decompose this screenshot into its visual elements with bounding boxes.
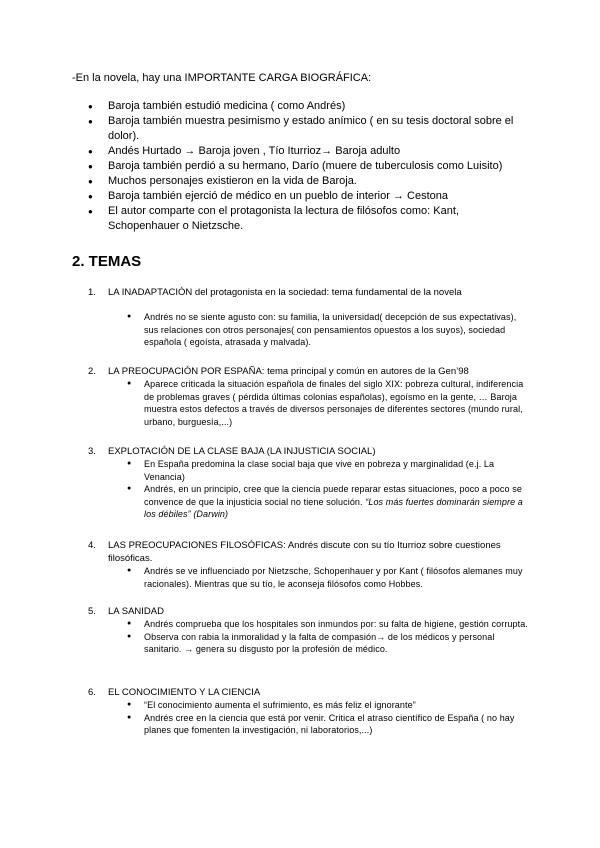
darwin-quote: “Los más fuertes dominarán siempre a los débiles” (Darwin) — [144, 496, 523, 520]
list-item: ● Baroja también perdió a su hermano, Darío (muere de tuberculosis como Luisito) — [72, 159, 532, 174]
topic-number: 2. — [88, 366, 96, 377]
topic-number: 4. — [88, 540, 96, 551]
list-item: ● Baroja también ejerció de médico en un pueblo de interior → Cestona — [72, 189, 532, 204]
list-item: ● Observa con rabia la inmoralidad y la falta de compasión→ de los médicos y personal sanitario. → genera su disgusto por la profesión de médico. — [72, 631, 532, 656]
list-item: ● Andrés se ve influenciado por Nietzsche, Schopenhauer y por Kant ( filósofos alemanes muy racionales). Mientras que su tío, le aconseja filósofos como Hobbes. — [72, 565, 532, 590]
topic-inadaptacion — [72, 286, 532, 349]
list-item: ● “El conocimiento aumenta el sufrimiento, es más feliz el ignorante” — [72, 699, 532, 712]
section-heading: 2. TEMAS — [72, 253, 142, 270]
topic-title: EXPLOTACIÓN DE LA CLASE BAJA (LA INJUSTICIA SOCIAL) — [108, 446, 376, 457]
topic-sanidad — [72, 605, 532, 656]
list-item: ● Baroja también estudió medicina ( como Andrés) — [72, 99, 532, 114]
topic-title: EL CONOCIMIENTO Y LA CIENCIA — [108, 687, 261, 698]
topic-conocimiento — [72, 686, 532, 737]
list-item: ● Andés Hurtado → Baroja joven , Tío Iturrioz→ Baroja adulto — [72, 144, 532, 159]
bullet-text: Andrés, en un principio, cree que la ciencia puede reparar estas situaciones, poco a poco se convence de que la injusticia social no tiene solución. — [144, 484, 522, 507]
topic-title: LA INADAPTACIÓN del protagonista en la sociedad: tema fundamental de la novela — [108, 287, 462, 298]
topic-title: LAS PREOCUPACIONES FILOSÓFICAS: Andrés discute con su tío Iturrioz sobre cuestiones filosóficas. — [108, 540, 501, 564]
list-item: ● Baroja también muestra pesimismo y estado anímico ( en su tesis doctoral sobre el dolor). — [72, 114, 532, 144]
list-item: ● Andrés no se siente agusto con: su familia, la universidad( decepción de sus expectativas), sus relaciones con otros personajes( con pensamientos opuestos a los suyos), sociedad española ( egoísta, atrasada y malvada). — [72, 311, 532, 349]
topic-title: LA PREOCUPACIÓN POR ESPAÑA: tema principal y común en autores de la Gen’98 — [108, 366, 469, 377]
list-item: ● En España predomina la clase social baja que vive en pobreza y marginalidad (e.j. La Venancia) — [72, 458, 532, 483]
topic-number: 5. — [88, 606, 96, 617]
list-item — [72, 483, 532, 521]
topic-number: 6. — [88, 687, 96, 698]
topic-espana — [72, 365, 532, 428]
list-item: ● El autor comparte con el protagonista la lectura de filósofos como: Kant, Schopenhauer o Nietzsche. — [72, 204, 532, 234]
topic-filosofia — [72, 539, 532, 590]
list-item: ● Andrés comprueba que los hospitales son inmundos por: su falta de higiene, gestión corrupta. — [72, 618, 532, 631]
list-item: ● Aparece criticada la situación española de finales del siglo XIX: pobreza cultural, indiferencia de problemas graves ( pérdida últimas colonias españolas), egoísmo en la gente, … Baroja muestra estos defectos a través de diversos personajes de diferentes sectores (mundo rural, urbano, burguesía,...) — [72, 378, 532, 428]
topic-title: LA SANIDAD — [108, 606, 164, 617]
topic-clase-baja — [72, 445, 532, 521]
intro-line: -En la novela, hay una IMPORTANTE CARGA BIOGRÁFICA: — [72, 72, 372, 84]
topic-number: 3. — [88, 446, 96, 457]
biography-list — [72, 99, 532, 234]
list-item: ● Andrés cree en la ciencia que está por venir. Critica el atraso científico de España ( no hay planes que fomenten la investigación, ni laboratorios,...) — [72, 712, 532, 737]
list-item: ● Muchos personajes existieron en la vida de Baroja. — [72, 174, 532, 189]
topic-number: 1. — [88, 287, 96, 298]
